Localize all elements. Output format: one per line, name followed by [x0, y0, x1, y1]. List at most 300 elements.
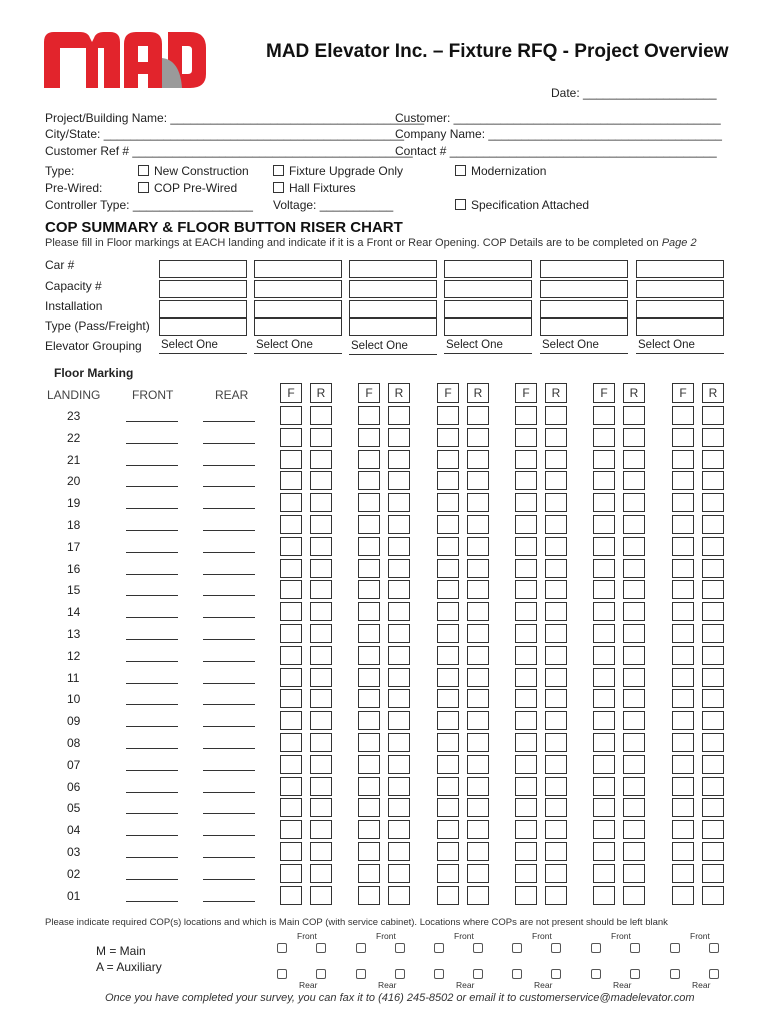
- car-1-r-cell[interactable]: [310, 493, 332, 512]
- car-1-r-cell[interactable]: [310, 428, 332, 447]
- car-5-f-cell[interactable]: [593, 820, 615, 839]
- cop-location-box[interactable]: [473, 969, 483, 979]
- car-4-f-cell[interactable]: [515, 515, 537, 534]
- cop-location-box[interactable]: [512, 969, 522, 979]
- car-2-summary-input[interactable]: [254, 260, 342, 278]
- car-4-r-cell[interactable]: [545, 842, 567, 861]
- car-6-f-cell[interactable]: [672, 428, 694, 447]
- car-3-f-cell[interactable]: [437, 798, 459, 817]
- car-6-r-cell[interactable]: [702, 842, 724, 861]
- front-marking-input[interactable]: [126, 683, 178, 684]
- rear-marking-input[interactable]: [203, 748, 255, 749]
- checkbox-box[interactable]: [138, 165, 149, 176]
- car-3-f-cell[interactable]: [437, 842, 459, 861]
- front-marking-input[interactable]: [126, 704, 178, 705]
- car-2-r-cell[interactable]: [388, 886, 410, 905]
- car-4-f-cell[interactable]: [515, 406, 537, 425]
- car-6-r-cell[interactable]: [702, 668, 724, 687]
- car-2-r-cell[interactable]: [388, 689, 410, 708]
- car-3-f-cell[interactable]: [437, 624, 459, 643]
- car-5-f-cell[interactable]: [593, 777, 615, 796]
- car-2-r-cell[interactable]: [388, 777, 410, 796]
- car-5-f-cell[interactable]: [593, 864, 615, 883]
- car-2-r-cell[interactable]: [388, 646, 410, 665]
- car-2-f-cell[interactable]: [358, 798, 380, 817]
- car-3-f-cell[interactable]: [437, 733, 459, 752]
- cop-location-box[interactable]: [591, 943, 601, 953]
- car-1-f-cell[interactable]: [280, 755, 302, 774]
- car-6-r-cell[interactable]: [702, 450, 724, 469]
- car-5-f-cell[interactable]: [593, 755, 615, 774]
- car-2-r-cell[interactable]: [388, 798, 410, 817]
- customer-ref-field[interactable]: Customer Ref # __________________________________________: [45, 144, 413, 158]
- car-5-r-cell[interactable]: [623, 602, 645, 621]
- car-1-r-cell[interactable]: [310, 886, 332, 905]
- front-marking-input[interactable]: [126, 792, 178, 793]
- car-3-f-cell[interactable]: [437, 559, 459, 578]
- car-1-r-cell[interactable]: [310, 559, 332, 578]
- cop-location-box[interactable]: [709, 969, 719, 979]
- car-4-f-cell[interactable]: [515, 580, 537, 599]
- car-5-r-cell[interactable]: [623, 406, 645, 425]
- car-2-f-cell[interactable]: [358, 515, 380, 534]
- car-2-r-cell[interactable]: [388, 537, 410, 556]
- car-5-r-cell[interactable]: [623, 689, 645, 708]
- car-1-f-cell[interactable]: [280, 689, 302, 708]
- car-2-r-cell[interactable]: [388, 668, 410, 687]
- car-6-r-cell[interactable]: [702, 798, 724, 817]
- car-5-r-cell[interactable]: [623, 798, 645, 817]
- car-3-f-cell[interactable]: [437, 493, 459, 512]
- car-4-r-cell[interactable]: [545, 711, 567, 730]
- cop-location-box[interactable]: [356, 943, 366, 953]
- car-3-r-cell[interactable]: [467, 733, 489, 752]
- car-4-f-cell[interactable]: [515, 886, 537, 905]
- car-2-r-cell[interactable]: [388, 559, 410, 578]
- car-1-f-cell[interactable]: [280, 733, 302, 752]
- car-2-f-cell[interactable]: [358, 471, 380, 490]
- car-1-f-cell[interactable]: [280, 777, 302, 796]
- cop-location-box[interactable]: [434, 943, 444, 953]
- car-5-f-cell[interactable]: [593, 450, 615, 469]
- car-3-r-cell[interactable]: [467, 798, 489, 817]
- rear-marking-input[interactable]: [203, 443, 255, 444]
- car-5-summary-input[interactable]: [540, 300, 628, 318]
- car-3-f-cell[interactable]: [437, 689, 459, 708]
- car-5-r-cell[interactable]: [623, 646, 645, 665]
- car-3-r-cell[interactable]: [467, 602, 489, 621]
- cop-prewired-checkbox[interactable]: [138, 181, 237, 195]
- car-5-summary-input[interactable]: [540, 260, 628, 278]
- car-3-f-cell[interactable]: [437, 450, 459, 469]
- car-2-f-cell[interactable]: [358, 646, 380, 665]
- car-3-f-cell[interactable]: [437, 864, 459, 883]
- car-3-f-cell[interactable]: [437, 646, 459, 665]
- car-3-grouping-select[interactable]: Select One: [349, 340, 437, 355]
- car-4-r-cell[interactable]: [545, 646, 567, 665]
- car-4-summary-input[interactable]: [444, 280, 532, 298]
- car-6-r-cell[interactable]: [702, 602, 724, 621]
- car-6-f-cell[interactable]: [672, 624, 694, 643]
- car-2-f-cell[interactable]: [358, 559, 380, 578]
- company-field[interactable]: Company Name: ___________________________________: [395, 127, 722, 141]
- car-1-f-cell[interactable]: [280, 559, 302, 578]
- car-3-f-cell[interactable]: [437, 580, 459, 599]
- car-3-r-cell[interactable]: [467, 406, 489, 425]
- front-marking-input[interactable]: [126, 901, 178, 902]
- cop-location-box[interactable]: [630, 969, 640, 979]
- car-6-f-cell[interactable]: [672, 450, 694, 469]
- car-6-f-cell[interactable]: [672, 493, 694, 512]
- car-6-r-cell[interactable]: [702, 428, 724, 447]
- car-3-f-cell[interactable]: [437, 406, 459, 425]
- front-marking-input[interactable]: [126, 879, 178, 880]
- car-6-f-cell[interactable]: [672, 559, 694, 578]
- car-6-r-cell[interactable]: [702, 471, 724, 490]
- rear-marking-input[interactable]: [203, 879, 255, 880]
- car-5-r-cell[interactable]: [623, 886, 645, 905]
- car-6-r-cell[interactable]: [702, 864, 724, 883]
- car-2-r-cell[interactable]: [388, 580, 410, 599]
- car-2-r-cell[interactable]: [388, 515, 410, 534]
- car-3-f-cell[interactable]: [437, 668, 459, 687]
- car-5-r-cell[interactable]: [623, 580, 645, 599]
- rear-marking-input[interactable]: [203, 530, 255, 531]
- car-5-r-cell[interactable]: [623, 711, 645, 730]
- rear-marking-input[interactable]: [203, 574, 255, 575]
- front-marking-input[interactable]: [126, 770, 178, 771]
- rear-marking-input[interactable]: [203, 726, 255, 727]
- car-5-r-cell[interactable]: [623, 733, 645, 752]
- rear-marking-input[interactable]: [203, 617, 255, 618]
- car-3-summary-input[interactable]: [349, 300, 437, 318]
- car-4-r-cell[interactable]: [545, 777, 567, 796]
- car-5-r-cell[interactable]: [623, 537, 645, 556]
- car-1-f-cell[interactable]: [280, 668, 302, 687]
- car-1-summary-input[interactable]: [159, 280, 247, 298]
- car-3-f-cell[interactable]: [437, 428, 459, 447]
- car-4-f-cell[interactable]: [515, 646, 537, 665]
- car-5-r-cell[interactable]: [623, 428, 645, 447]
- controller-type-field[interactable]: Controller Type: __________________: [45, 198, 253, 212]
- contact-field[interactable]: Contact # ________________________________________: [395, 144, 717, 158]
- car-5-f-cell[interactable]: [593, 580, 615, 599]
- car-5-f-cell[interactable]: [593, 602, 615, 621]
- car-6-f-cell[interactable]: [672, 733, 694, 752]
- car-6-f-cell[interactable]: [672, 689, 694, 708]
- car-5-f-cell[interactable]: [593, 428, 615, 447]
- car-2-r-cell[interactable]: [388, 602, 410, 621]
- car-6-r-cell[interactable]: [702, 733, 724, 752]
- car-3-f-cell[interactable]: [437, 755, 459, 774]
- car-5-f-cell[interactable]: [593, 646, 615, 665]
- date-field[interactable]: [551, 86, 717, 100]
- car-4-f-cell[interactable]: [515, 602, 537, 621]
- car-4-f-cell[interactable]: [515, 559, 537, 578]
- car-6-grouping-select[interactable]: Select One: [636, 339, 724, 354]
- car-4-f-cell[interactable]: [515, 842, 537, 861]
- checkbox-box[interactable]: [138, 182, 149, 193]
- cop-location-box[interactable]: [316, 943, 326, 953]
- front-marking-input[interactable]: [126, 748, 178, 749]
- car-5-f-cell[interactable]: [593, 493, 615, 512]
- car-1-r-cell[interactable]: [310, 602, 332, 621]
- front-marking-input[interactable]: [126, 574, 178, 575]
- car-2-f-cell[interactable]: [358, 886, 380, 905]
- rear-marking-input[interactable]: [203, 683, 255, 684]
- car-4-r-cell[interactable]: [545, 515, 567, 534]
- car-2-f-cell[interactable]: [358, 624, 380, 643]
- car-1-r-cell[interactable]: [310, 777, 332, 796]
- car-2-r-cell[interactable]: [388, 864, 410, 883]
- car-6-f-cell[interactable]: [672, 755, 694, 774]
- front-marking-input[interactable]: [126, 465, 178, 466]
- car-2-r-cell[interactable]: [388, 493, 410, 512]
- car-2-summary-input[interactable]: [254, 318, 342, 336]
- car-3-summary-input[interactable]: [349, 318, 437, 336]
- rear-marking-input[interactable]: [203, 704, 255, 705]
- front-marking-input[interactable]: [126, 486, 178, 487]
- car-6-f-cell[interactable]: [672, 798, 694, 817]
- car-6-r-cell[interactable]: [702, 493, 724, 512]
- car-6-f-cell[interactable]: [672, 820, 694, 839]
- car-5-f-cell[interactable]: [593, 471, 615, 490]
- car-1-r-cell[interactable]: [310, 668, 332, 687]
- front-marking-input[interactable]: [126, 530, 178, 531]
- car-5-f-cell[interactable]: [593, 689, 615, 708]
- car-3-r-cell[interactable]: [467, 886, 489, 905]
- rear-marking-input[interactable]: [203, 552, 255, 553]
- car-4-f-cell[interactable]: [515, 668, 537, 687]
- car-2-r-cell[interactable]: [388, 624, 410, 643]
- car-4-r-cell[interactable]: [545, 755, 567, 774]
- car-5-r-cell[interactable]: [623, 755, 645, 774]
- front-marking-input[interactable]: [126, 552, 178, 553]
- car-5-f-cell[interactable]: [593, 537, 615, 556]
- car-2-r-cell[interactable]: [388, 820, 410, 839]
- car-2-f-cell[interactable]: [358, 820, 380, 839]
- car-4-summary-input[interactable]: [444, 318, 532, 336]
- cop-location-box[interactable]: [395, 969, 405, 979]
- car-4-r-cell[interactable]: [545, 820, 567, 839]
- building-name-field[interactable]: Project/Building Name: ______________________________________: [45, 111, 424, 125]
- car-6-f-cell[interactable]: [672, 668, 694, 687]
- car-5-f-cell[interactable]: [593, 406, 615, 425]
- car-4-f-cell[interactable]: [515, 428, 537, 447]
- car-6-f-cell[interactable]: [672, 515, 694, 534]
- car-4-f-cell[interactable]: [515, 755, 537, 774]
- car-6-r-cell[interactable]: [702, 755, 724, 774]
- car-6-r-cell[interactable]: [702, 515, 724, 534]
- front-marking-input[interactable]: [126, 661, 178, 662]
- cop-location-box[interactable]: [670, 969, 680, 979]
- car-1-f-cell[interactable]: [280, 798, 302, 817]
- car-1-r-cell[interactable]: [310, 515, 332, 534]
- fixture-upgrade-checkbox[interactable]: [273, 164, 403, 178]
- car-4-r-cell[interactable]: [545, 559, 567, 578]
- car-2-f-cell[interactable]: [358, 580, 380, 599]
- car-4-r-cell[interactable]: [545, 580, 567, 599]
- car-5-summary-input[interactable]: [540, 280, 628, 298]
- car-4-f-cell[interactable]: [515, 798, 537, 817]
- car-2-f-cell[interactable]: [358, 711, 380, 730]
- cop-location-box[interactable]: [591, 969, 601, 979]
- car-1-r-cell[interactable]: [310, 646, 332, 665]
- car-2-f-cell[interactable]: [358, 733, 380, 752]
- car-6-f-cell[interactable]: [672, 777, 694, 796]
- car-2-f-cell[interactable]: [358, 864, 380, 883]
- car-3-r-cell[interactable]: [467, 777, 489, 796]
- rear-marking-input[interactable]: [203, 595, 255, 596]
- car-2-grouping-select[interactable]: Select One: [254, 339, 342, 354]
- car-6-r-cell[interactable]: [702, 777, 724, 796]
- car-2-r-cell[interactable]: [388, 711, 410, 730]
- car-5-grouping-select[interactable]: Select One: [540, 339, 628, 354]
- car-1-f-cell[interactable]: [280, 471, 302, 490]
- car-5-f-cell[interactable]: [593, 559, 615, 578]
- car-4-f-cell[interactable]: [515, 537, 537, 556]
- car-2-f-cell[interactable]: [358, 493, 380, 512]
- rear-marking-input[interactable]: [203, 901, 255, 902]
- car-4-r-cell[interactable]: [545, 624, 567, 643]
- car-1-r-cell[interactable]: [310, 842, 332, 861]
- car-6-f-cell[interactable]: [672, 842, 694, 861]
- car-2-f-cell[interactable]: [358, 537, 380, 556]
- car-3-r-cell[interactable]: [467, 450, 489, 469]
- car-2-f-cell[interactable]: [358, 755, 380, 774]
- checkbox-box[interactable]: [455, 199, 466, 210]
- front-marking-input[interactable]: [126, 813, 178, 814]
- cop-location-box[interactable]: [395, 943, 405, 953]
- customer-field[interactable]: Customer: ________________________________________: [395, 111, 721, 125]
- car-5-f-cell[interactable]: [593, 733, 615, 752]
- cop-location-box[interactable]: [512, 943, 522, 953]
- car-3-r-cell[interactable]: [467, 711, 489, 730]
- front-marking-input[interactable]: [126, 443, 178, 444]
- car-5-f-cell[interactable]: [593, 624, 615, 643]
- car-3-r-cell[interactable]: [467, 864, 489, 883]
- cop-location-box[interactable]: [316, 969, 326, 979]
- front-marking-input[interactable]: [126, 421, 178, 422]
- car-1-r-cell[interactable]: [310, 471, 332, 490]
- car-4-r-cell[interactable]: [545, 864, 567, 883]
- spec-attached-checkbox[interactable]: [455, 198, 589, 212]
- car-3-r-cell[interactable]: [467, 689, 489, 708]
- rear-marking-input[interactable]: [203, 486, 255, 487]
- car-1-f-cell[interactable]: [280, 820, 302, 839]
- car-6-r-cell[interactable]: [702, 886, 724, 905]
- car-3-r-cell[interactable]: [467, 515, 489, 534]
- rear-marking-input[interactable]: [203, 639, 255, 640]
- car-1-f-cell[interactable]: [280, 842, 302, 861]
- car-1-f-cell[interactable]: [280, 450, 302, 469]
- cop-location-box[interactable]: [630, 943, 640, 953]
- car-1-r-cell[interactable]: [310, 864, 332, 883]
- car-2-r-cell[interactable]: [388, 755, 410, 774]
- car-6-r-cell[interactable]: [702, 406, 724, 425]
- rear-marking-input[interactable]: [203, 421, 255, 422]
- rear-marking-input[interactable]: [203, 465, 255, 466]
- car-5-r-cell[interactable]: [623, 777, 645, 796]
- car-3-r-cell[interactable]: [467, 428, 489, 447]
- car-1-r-cell[interactable]: [310, 537, 332, 556]
- car-6-summary-input[interactable]: [636, 260, 724, 278]
- car-4-summary-input[interactable]: [444, 260, 532, 278]
- car-4-f-cell[interactable]: [515, 471, 537, 490]
- cop-location-box[interactable]: [670, 943, 680, 953]
- car-6-summary-input[interactable]: [636, 280, 724, 298]
- city-state-field[interactable]: City/State: _____________________________________________: [45, 127, 405, 141]
- car-4-f-cell[interactable]: [515, 624, 537, 643]
- front-marking-input[interactable]: [126, 857, 178, 858]
- car-3-f-cell[interactable]: [437, 602, 459, 621]
- car-3-r-cell[interactable]: [467, 580, 489, 599]
- car-6-r-cell[interactable]: [702, 689, 724, 708]
- car-2-r-cell[interactable]: [388, 406, 410, 425]
- car-3-f-cell[interactable]: [437, 820, 459, 839]
- cop-location-box[interactable]: [551, 943, 561, 953]
- car-4-r-cell[interactable]: [545, 886, 567, 905]
- new-construction-checkbox[interactable]: [138, 164, 249, 178]
- rear-marking-input[interactable]: [203, 857, 255, 858]
- car-1-f-cell[interactable]: [280, 602, 302, 621]
- car-5-r-cell[interactable]: [623, 624, 645, 643]
- car-1-f-cell[interactable]: [280, 624, 302, 643]
- car-1-r-cell[interactable]: [310, 406, 332, 425]
- car-6-r-cell[interactable]: [702, 624, 724, 643]
- car-5-f-cell[interactable]: [593, 798, 615, 817]
- front-marking-input[interactable]: [126, 595, 178, 596]
- car-4-r-cell[interactable]: [545, 733, 567, 752]
- car-6-f-cell[interactable]: [672, 602, 694, 621]
- car-4-r-cell[interactable]: [545, 689, 567, 708]
- car-4-grouping-select[interactable]: Select One: [444, 339, 532, 354]
- cop-location-box[interactable]: [277, 969, 287, 979]
- car-4-r-cell[interactable]: [545, 406, 567, 425]
- car-6-r-cell[interactable]: [702, 559, 724, 578]
- car-1-f-cell[interactable]: [280, 428, 302, 447]
- car-5-summary-input[interactable]: [540, 318, 628, 336]
- car-2-r-cell[interactable]: [388, 471, 410, 490]
- car-6-f-cell[interactable]: [672, 646, 694, 665]
- hall-fixtures-checkbox[interactable]: [273, 181, 356, 195]
- car-4-r-cell[interactable]: [545, 798, 567, 817]
- car-3-r-cell[interactable]: [467, 646, 489, 665]
- car-4-r-cell[interactable]: [545, 537, 567, 556]
- rear-marking-input[interactable]: [203, 835, 255, 836]
- car-1-f-cell[interactable]: [280, 493, 302, 512]
- car-2-r-cell[interactable]: [388, 842, 410, 861]
- car-6-f-cell[interactable]: [672, 471, 694, 490]
- car-2-f-cell[interactable]: [358, 428, 380, 447]
- car-4-r-cell[interactable]: [545, 493, 567, 512]
- car-3-r-cell[interactable]: [467, 668, 489, 687]
- car-5-f-cell[interactable]: [593, 515, 615, 534]
- car-2-f-cell[interactable]: [358, 450, 380, 469]
- car-6-r-cell[interactable]: [702, 820, 724, 839]
- car-4-r-cell[interactable]: [545, 450, 567, 469]
- car-4-r-cell[interactable]: [545, 668, 567, 687]
- car-4-f-cell[interactable]: [515, 689, 537, 708]
- car-4-f-cell[interactable]: [515, 820, 537, 839]
- car-1-r-cell[interactable]: [310, 450, 332, 469]
- cop-location-box[interactable]: [434, 969, 444, 979]
- car-2-summary-input[interactable]: [254, 280, 342, 298]
- car-2-f-cell[interactable]: [358, 842, 380, 861]
- car-6-f-cell[interactable]: [672, 864, 694, 883]
- car-6-f-cell[interactable]: [672, 537, 694, 556]
- car-4-r-cell[interactable]: [545, 428, 567, 447]
